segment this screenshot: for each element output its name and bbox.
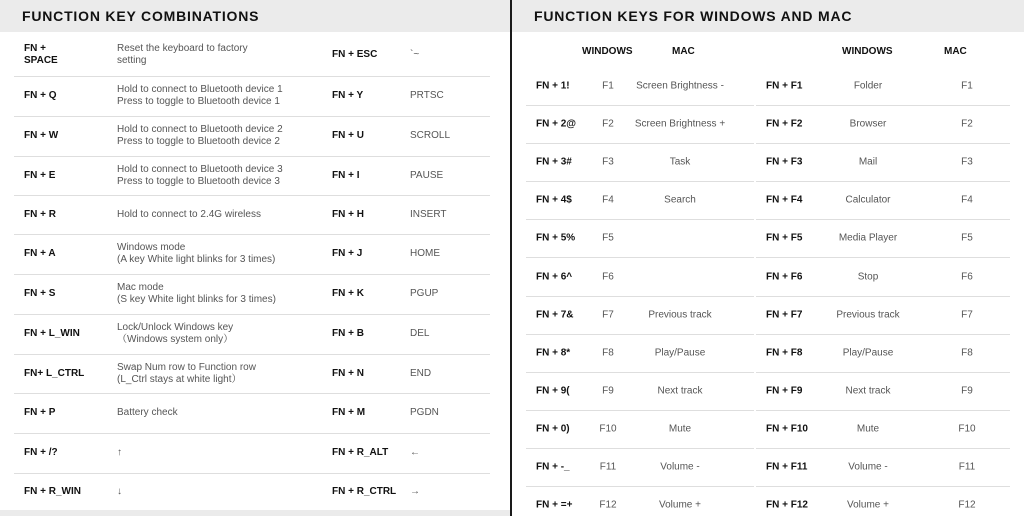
- right-key-2: FN + F3: [766, 156, 803, 168]
- right-windows-2: Volume +: [847, 499, 889, 511]
- right-mac-1: Task: [669, 156, 691, 168]
- right-windows-2: Previous track: [836, 309, 900, 321]
- right-windows-2: Media Player: [838, 232, 898, 244]
- left-key-1: FN + A: [24, 248, 56, 259]
- right-panel: [512, 0, 1024, 516]
- right-windows-2: Mail: [858, 156, 878, 168]
- left-key-2: FN + R_CTRL: [332, 486, 397, 497]
- left-key-1: FN + S: [24, 288, 56, 299]
- left-desc-1: Swap Num row to Function row (L_Ctrl stays at white light）: [117, 361, 256, 385]
- right-mac-2: F12: [958, 499, 976, 511]
- left-desc-1: Hold to connect to 2.4G wireless: [117, 208, 261, 220]
- right-row-left-half: [526, 181, 754, 220]
- right-mac-1: Screen Brightness +: [634, 118, 726, 130]
- right-mac-2: F3: [961, 156, 973, 168]
- right-row-left-half: [526, 334, 754, 373]
- right-row-right-half: [756, 486, 1010, 516]
- right-mac-1: Mute: [668, 423, 692, 435]
- right-mac-2: F10: [958, 423, 976, 435]
- left-key-2: FN + J: [332, 248, 363, 259]
- right-key-2: FN + F1: [766, 80, 803, 92]
- header-windows-2: WINDOWS: [842, 46, 893, 57]
- left-row: [14, 314, 490, 355]
- right-windows-2: Mute: [856, 423, 880, 435]
- right-key-1: FN + 1!: [536, 80, 570, 92]
- right-row-left-half: [526, 143, 754, 182]
- right-key-2: FN + F12: [766, 499, 808, 511]
- left-desc-2: HOME: [410, 248, 440, 259]
- right-panel-title: FUNCTION KEYS FOR WINDOWS AND MAC: [512, 0, 1024, 32]
- right-windows-1: F7: [602, 309, 614, 321]
- left-row: [14, 234, 490, 275]
- right-mac-2: F4: [961, 194, 973, 206]
- left-row: [14, 195, 490, 235]
- right-mac-1: Play/Pause: [654, 347, 706, 359]
- left-row: [14, 274, 490, 315]
- left-key-1: FN + /?: [24, 447, 58, 458]
- right-key-1: FN + 3#: [536, 156, 572, 168]
- right-key-1: FN + 4$: [536, 194, 572, 206]
- right-windows-1: F2: [602, 118, 614, 130]
- header-windows-1: WINDOWS: [582, 46, 633, 57]
- left-desc-2: SCROLL: [410, 130, 451, 141]
- left-desc-1: Windows mode (A key White light blinks for 3 times): [117, 242, 276, 265]
- right-key-1: FN + -_: [536, 461, 570, 473]
- left-desc-2: INSERT: [410, 208, 447, 220]
- left-row: [14, 116, 490, 157]
- right-windows-2: Browser: [849, 118, 887, 130]
- right-key-2: FN + F4: [766, 194, 803, 206]
- left-row: [14, 76, 490, 117]
- right-mac-1: Previous track: [648, 309, 712, 321]
- right-row-right-half: [756, 67, 1010, 106]
- right-mac-2: F1: [961, 80, 973, 92]
- right-key-2: FN + F8: [766, 347, 803, 359]
- left-key-1: FN + E: [24, 169, 56, 181]
- right-key-1: FN + 2@: [536, 118, 577, 130]
- right-row-right-half: [756, 448, 1010, 487]
- right-row-left-half: [526, 105, 754, 144]
- right-windows-2: Play/Pause: [842, 347, 894, 359]
- left-panel-title: FUNCTION KEY COMBINATIONS: [0, 0, 510, 32]
- left-desc-2: PGUP: [410, 288, 439, 299]
- left-key-2: FN + I: [332, 169, 360, 181]
- right-windows-1: F4: [602, 194, 614, 206]
- right-row-left-half: [526, 486, 754, 516]
- left-key-2: FN + H: [332, 208, 364, 220]
- right-key-1: FN + 8*: [536, 347, 571, 359]
- header-mac-2: MAC: [944, 46, 967, 57]
- right-windows-2: Calculator: [845, 194, 891, 206]
- left-desc-2: →: [410, 486, 420, 497]
- right-windows-2: Stop: [857, 271, 879, 283]
- right-windows-1: F3: [602, 156, 614, 168]
- left-row: [14, 433, 490, 474]
- right-row-right-half: [756, 181, 1010, 220]
- left-desc-1: Hold to connect to Bluetooth device 3 Press to toggle to Bluetooth device 3: [117, 163, 283, 187]
- left-row: [14, 354, 490, 394]
- right-key-2: FN + F6: [766, 271, 803, 283]
- right-key-2: FN + F2: [766, 118, 803, 130]
- right-mac-2: F8: [961, 347, 973, 359]
- right-key-2: FN + F9: [766, 385, 803, 397]
- right-mac-2: F9: [961, 385, 973, 397]
- left-desc-1: Reset the keyboard to factory setting: [117, 42, 248, 66]
- left-row: [14, 473, 490, 511]
- left-desc-2: `~: [410, 48, 420, 60]
- left-row: [14, 156, 490, 196]
- right-row-right-half: [756, 258, 1010, 297]
- left-key-1: FN+ L_CTRL: [24, 367, 85, 379]
- right-windows-1: F5: [602, 232, 614, 244]
- left-desc-2: DEL: [410, 328, 430, 339]
- right-windows-1: F8: [602, 347, 614, 359]
- right-mac-2: F7: [961, 309, 973, 321]
- right-row-left-half: [526, 67, 754, 106]
- left-key-1: FN + L_WIN: [24, 328, 80, 339]
- right-key-2: FN + F5: [766, 232, 803, 244]
- right-key-1: FN + 0): [536, 423, 570, 435]
- left-key-1: FN + R: [24, 208, 56, 220]
- left-key-1: FN + W: [24, 130, 59, 141]
- right-row-right-half: [756, 143, 1010, 182]
- left-desc-1: Hold to connect to Bluetooth device 1 Press to toggle to Bluetooth device 1: [117, 84, 283, 107]
- right-windows-1: F1: [602, 80, 614, 92]
- left-key-1: FN + Q: [24, 90, 57, 101]
- right-row-left-half: [526, 219, 754, 258]
- right-row-left-half: [526, 410, 754, 449]
- right-windows-1: F11: [599, 461, 617, 473]
- left-panel: [0, 0, 510, 516]
- right-mac-1: Screen Brightness -: [636, 80, 724, 92]
- left-key-2: FN + B: [332, 328, 364, 339]
- left-key-2: FN + R_ALT: [332, 447, 389, 458]
- left-bottom-strip: [0, 510, 510, 516]
- right-key-1: FN + 9(: [536, 385, 570, 397]
- left-desc-1: Mac mode (S key White light blinks for 3 times): [117, 282, 276, 305]
- right-key-1: FN + 5%: [536, 232, 576, 244]
- right-row-left-half: [526, 296, 754, 335]
- right-row-left-half: [526, 448, 754, 487]
- left-desc-2: PRTSC: [410, 90, 444, 101]
- left-desc-1: Battery check: [117, 407, 178, 418]
- left-desc-1: Lock/Unlock Windows key （Windows system only）: [117, 322, 234, 345]
- right-row-right-half: [756, 372, 1010, 411]
- right-key-2: FN + F7: [766, 309, 803, 321]
- right-key-2: FN + F10: [766, 423, 808, 435]
- header-mac-1: MAC: [672, 46, 695, 57]
- right-mac-1: Volume -: [660, 461, 700, 473]
- right-mac-2: F5: [961, 232, 973, 244]
- right-windows-2: Folder: [853, 80, 883, 92]
- left-key-2: FN + ESC: [332, 48, 378, 60]
- right-row-left-half: [526, 372, 754, 411]
- right-mac-2: F2: [961, 118, 973, 130]
- right-row-left-half: [526, 258, 754, 297]
- left-key-2: FN + U: [332, 130, 364, 141]
- left-key-1: FN + P: [24, 407, 56, 418]
- left-row: [14, 33, 490, 77]
- left-key-1: FN + SPACE: [24, 42, 58, 66]
- left-key-2: FN + Y: [332, 90, 364, 101]
- right-windows-1: F9: [602, 385, 614, 397]
- left-desc-2: PGDN: [410, 407, 439, 418]
- left-key-2: FN + M: [332, 407, 366, 418]
- right-key-1: FN + 7&: [536, 309, 574, 321]
- right-windows-1: F10: [599, 423, 617, 435]
- left-desc-1: ↑: [117, 447, 122, 458]
- right-row-right-half: [756, 105, 1010, 144]
- right-key-1: FN + =+: [536, 499, 573, 511]
- right-row-right-half: [756, 410, 1010, 449]
- right-row-right-half: [756, 334, 1010, 373]
- right-mac-2: F11: [958, 461, 976, 473]
- right-windows-2: Volume -: [848, 461, 888, 473]
- right-key-1: FN + 6^: [536, 271, 573, 283]
- right-row-right-half: [756, 219, 1010, 258]
- right-windows-1: F12: [599, 499, 617, 511]
- left-desc-1: ↓: [117, 486, 122, 497]
- right-row-right-half: [756, 296, 1010, 335]
- right-key-2: FN + F11: [766, 461, 808, 473]
- left-desc-2: PAUSE: [410, 169, 444, 181]
- left-desc-1: Hold to connect to Bluetooth device 2 Press to toggle to Bluetooth device 2: [117, 124, 283, 147]
- left-key-1: FN + R_WIN: [24, 486, 81, 497]
- left-desc-2: END: [410, 367, 432, 379]
- right-mac-1: Next track: [657, 385, 703, 397]
- left-row: [14, 393, 490, 434]
- right-windows-2: Next track: [845, 385, 891, 397]
- right-mac-1: Volume +: [659, 499, 701, 511]
- right-windows-1: F6: [602, 271, 614, 283]
- left-key-2: FN + N: [332, 367, 364, 379]
- right-mac-1: Search: [664, 194, 696, 206]
- right-mac-2: F6: [961, 271, 973, 283]
- left-desc-2: ←: [410, 447, 420, 458]
- left-key-2: FN + K: [332, 288, 364, 299]
